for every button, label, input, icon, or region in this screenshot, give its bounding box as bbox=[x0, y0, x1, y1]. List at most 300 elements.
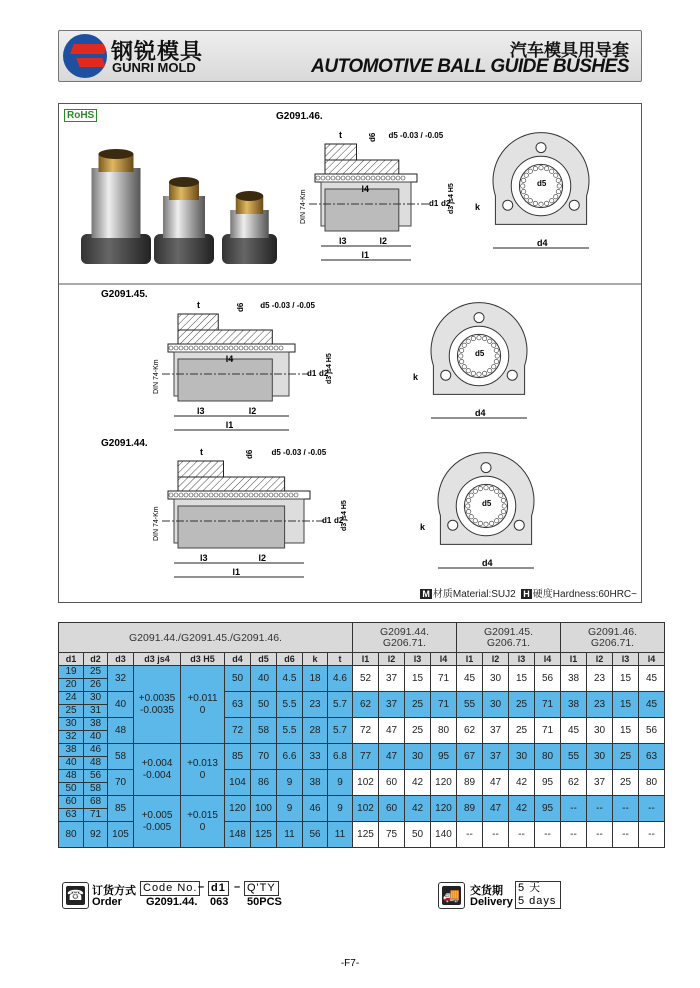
cell-l2: 47 bbox=[483, 796, 509, 822]
column-header: l3 bbox=[509, 653, 535, 666]
sleeve-section bbox=[178, 477, 285, 491]
page-title-en: AUTOMOTIVE BALL GUIDE BUSHES bbox=[311, 56, 629, 77]
cell-l2: 30 bbox=[587, 718, 613, 744]
cell-d1: 32 bbox=[59, 731, 84, 744]
column-header: k bbox=[303, 653, 328, 666]
photo-flange bbox=[154, 234, 214, 264]
cell-l4: 95 bbox=[431, 744, 457, 770]
cell-t: 5.7 bbox=[328, 692, 353, 718]
ball bbox=[396, 176, 400, 180]
ball bbox=[554, 195, 558, 199]
ball bbox=[466, 339, 470, 343]
cell-d4: 63 bbox=[225, 692, 251, 718]
cell-d4: 85 bbox=[225, 744, 251, 770]
cell-d1: 48 bbox=[59, 770, 84, 783]
ball bbox=[199, 493, 203, 497]
label-l4: l4 bbox=[225, 354, 234, 364]
cell-d5: 86 bbox=[251, 770, 277, 796]
label-d6: d6 bbox=[368, 132, 377, 142]
ball bbox=[494, 359, 498, 363]
ball bbox=[556, 189, 560, 193]
ball bbox=[482, 371, 486, 375]
cell-l2: 23 bbox=[587, 666, 613, 692]
delivery-cn: 5 天 bbox=[518, 882, 542, 894]
label-t: t bbox=[197, 300, 200, 310]
cell-d2: 46 bbox=[84, 744, 108, 757]
cell-d2: 31 bbox=[84, 705, 108, 718]
cell-k: 33 bbox=[303, 744, 328, 770]
cell-l3: 25 bbox=[509, 718, 535, 744]
ball bbox=[346, 176, 350, 180]
cell-d4: 104 bbox=[225, 770, 251, 796]
cell-d1: 60 bbox=[59, 796, 84, 809]
flange-section bbox=[178, 314, 218, 330]
label-d5: d5 -0.03 / -0.05 bbox=[271, 448, 327, 457]
ball bbox=[502, 504, 506, 508]
code-box: Code No. bbox=[140, 881, 200, 896]
ball bbox=[184, 346, 188, 350]
cell-d4: 50 bbox=[225, 666, 251, 692]
ball bbox=[521, 178, 525, 182]
cell-d2: 92 bbox=[84, 822, 108, 848]
label-d1: d1 bbox=[322, 516, 332, 525]
ball bbox=[478, 521, 482, 525]
ball bbox=[174, 346, 178, 350]
cell-d1: 80 bbox=[59, 822, 84, 848]
ball bbox=[466, 509, 470, 513]
cell-l3: -- bbox=[613, 796, 639, 822]
ball bbox=[321, 176, 325, 180]
ball bbox=[204, 493, 208, 497]
column-header: d2 bbox=[84, 653, 108, 666]
mounting-hole bbox=[514, 520, 524, 530]
ball bbox=[482, 336, 486, 340]
ball bbox=[557, 184, 561, 188]
ball bbox=[184, 493, 188, 497]
sleeve-body bbox=[178, 506, 285, 548]
cell-l1: 67 bbox=[457, 744, 483, 770]
cell-d6: 6.6 bbox=[277, 744, 303, 770]
ball bbox=[229, 493, 233, 497]
ball bbox=[214, 346, 218, 350]
ball bbox=[469, 493, 473, 497]
column-header: t bbox=[328, 653, 353, 666]
column-header: d6 bbox=[277, 653, 303, 666]
cell-l2: 37 bbox=[587, 770, 613, 796]
ball bbox=[473, 489, 477, 493]
ball bbox=[249, 493, 253, 497]
ball bbox=[533, 201, 537, 205]
label-d5: d5 bbox=[537, 179, 547, 188]
cell-l3: 25 bbox=[613, 770, 639, 796]
sleeve-section bbox=[178, 330, 272, 344]
ball bbox=[469, 515, 473, 519]
ball bbox=[284, 493, 288, 497]
hardness-text: 硬度Hardness:60HRC~ bbox=[532, 589, 637, 600]
page-title-cn: 汽车模具用导套 bbox=[510, 41, 629, 60]
cell-d4: 120 bbox=[225, 796, 251, 822]
rohs-badge: RoHS bbox=[64, 109, 97, 122]
drawing-code: G2091.45. bbox=[101, 289, 148, 300]
delivery-en: 5 days bbox=[518, 895, 557, 907]
ball bbox=[473, 519, 477, 523]
cell-d6: 4.5 bbox=[277, 666, 303, 692]
ball bbox=[524, 195, 528, 199]
label-l2: l2 bbox=[379, 236, 388, 246]
page-number: -F7- bbox=[340, 958, 360, 969]
photo-sleeve bbox=[92, 168, 141, 238]
ball bbox=[466, 504, 470, 508]
cell-t: 4.6 bbox=[328, 666, 353, 692]
label-d3: d3 js4 H5 bbox=[448, 183, 455, 214]
ball bbox=[524, 173, 528, 177]
cell-l3: 50 bbox=[405, 822, 431, 848]
ball bbox=[495, 489, 499, 493]
cell-l1: 102 bbox=[353, 796, 379, 822]
ball bbox=[499, 493, 503, 497]
table-row bbox=[59, 744, 665, 757]
ball bbox=[556, 178, 560, 182]
ball bbox=[477, 336, 481, 340]
group-header-right: G2091.45. G206.71. bbox=[457, 623, 561, 653]
cell-d6: 9 bbox=[277, 770, 303, 796]
ball bbox=[264, 493, 268, 497]
cell-d5: 125 bbox=[251, 822, 277, 848]
cell-d3: 70 bbox=[108, 770, 134, 796]
label-d4: d4 bbox=[482, 558, 493, 568]
material-text: 材质Material:SUJ2 bbox=[432, 589, 516, 600]
column-header: l2 bbox=[587, 653, 613, 666]
cell-l3: 42 bbox=[509, 770, 535, 796]
photo-flange bbox=[222, 234, 277, 264]
label-d3: d3 js4 H5 bbox=[341, 500, 348, 531]
ball bbox=[174, 493, 178, 497]
mounting-hole bbox=[448, 520, 458, 530]
column-header: l3 bbox=[613, 653, 639, 666]
cell-l4: 140 bbox=[431, 822, 457, 848]
cell-d2: 26 bbox=[84, 679, 108, 692]
photo-bore bbox=[99, 149, 134, 159]
cell-l4: 80 bbox=[535, 744, 561, 770]
label-k: k bbox=[413, 372, 419, 382]
cell-l4: 56 bbox=[639, 718, 665, 744]
cell-d2: 58 bbox=[84, 783, 108, 796]
ball bbox=[550, 199, 554, 203]
cell-d3-js4: +0.005 -0.005 bbox=[134, 796, 181, 848]
cell-l1: 52 bbox=[353, 666, 379, 692]
cell-l4: 45 bbox=[639, 692, 665, 718]
column-header: d1 bbox=[59, 653, 84, 666]
cell-d1: 40 bbox=[59, 757, 84, 770]
ball bbox=[521, 189, 525, 193]
ball bbox=[224, 493, 228, 497]
ball bbox=[471, 371, 475, 375]
cell-l3: 30 bbox=[509, 744, 535, 770]
cell-d1: 63 bbox=[59, 809, 84, 822]
ball bbox=[239, 493, 243, 497]
cell-l3: 42 bbox=[509, 796, 535, 822]
code-value: G2091.44. bbox=[146, 896, 198, 908]
dash: – bbox=[198, 881, 205, 893]
column-header: l1 bbox=[457, 653, 483, 666]
cell-d2: 68 bbox=[84, 796, 108, 809]
technical-drawings bbox=[59, 104, 641, 602]
ball bbox=[199, 346, 203, 350]
ball bbox=[492, 343, 496, 347]
cell-l2: 37 bbox=[379, 666, 405, 692]
d1-box: d1 bbox=[208, 881, 229, 896]
ball bbox=[459, 354, 463, 358]
truck-icon: 🚚 bbox=[438, 882, 465, 909]
label-t: t bbox=[339, 130, 342, 140]
cell-l1: 102 bbox=[353, 770, 379, 796]
ball bbox=[326, 176, 330, 180]
cell-l2: -- bbox=[587, 822, 613, 848]
label-d5: d5 -0.03 / -0.05 bbox=[260, 301, 315, 310]
cell-l1: 45 bbox=[457, 666, 483, 692]
cell-d5: 58 bbox=[251, 718, 277, 744]
ball bbox=[189, 346, 193, 350]
cell-l4: 120 bbox=[431, 796, 457, 822]
cell-d2: 25 bbox=[84, 666, 108, 679]
ball bbox=[501, 509, 505, 513]
cell-l3: 25 bbox=[405, 692, 431, 718]
ball bbox=[488, 339, 492, 343]
ball bbox=[477, 372, 481, 376]
table-row bbox=[59, 796, 665, 809]
cell-d6: 9 bbox=[277, 796, 303, 822]
cell-d1: 50 bbox=[59, 783, 84, 796]
cell-l4: 63 bbox=[639, 744, 665, 770]
ball bbox=[539, 202, 543, 206]
ball bbox=[492, 365, 496, 369]
mounting-hole bbox=[507, 370, 517, 380]
ball bbox=[224, 346, 228, 350]
cell-l2: 37 bbox=[483, 744, 509, 770]
ball bbox=[489, 486, 493, 490]
cell-l2: 30 bbox=[483, 692, 509, 718]
ball bbox=[539, 166, 543, 170]
cell-l4: 45 bbox=[639, 666, 665, 692]
sleeve-body bbox=[325, 189, 399, 231]
cell-k: 46 bbox=[303, 796, 328, 822]
photo-bore bbox=[169, 177, 199, 187]
cell-d3-h5: +0.013 0 bbox=[181, 744, 225, 796]
column-header: l1 bbox=[353, 653, 379, 666]
ball bbox=[478, 486, 482, 490]
flange-section bbox=[325, 144, 357, 160]
ball bbox=[376, 176, 380, 180]
cell-d2: 48 bbox=[84, 757, 108, 770]
ball bbox=[244, 346, 248, 350]
label-d5: d5 bbox=[482, 499, 492, 508]
ball bbox=[462, 365, 466, 369]
ball bbox=[279, 346, 283, 350]
mounting-hole bbox=[474, 313, 484, 323]
ball bbox=[466, 498, 470, 502]
ball bbox=[501, 498, 505, 502]
column-header: l2 bbox=[379, 653, 405, 666]
ball bbox=[533, 166, 537, 170]
cell-l4: 71 bbox=[431, 666, 457, 692]
label-l1: l1 bbox=[232, 567, 241, 577]
ball bbox=[459, 359, 463, 363]
brand-name-cn: 钢锐模具 bbox=[111, 39, 204, 64]
mounting-hole bbox=[536, 143, 546, 153]
mounting-hole bbox=[569, 200, 579, 210]
spec-table bbox=[58, 622, 665, 848]
ball bbox=[179, 493, 183, 497]
ball bbox=[234, 493, 238, 497]
label-l4: l4 bbox=[361, 184, 370, 194]
cell-d3: 32 bbox=[108, 666, 134, 692]
ball bbox=[244, 493, 248, 497]
cell-l3: 15 bbox=[509, 666, 535, 692]
group-header-right: G2091.46. G206.71. bbox=[561, 623, 665, 653]
ball bbox=[499, 515, 503, 519]
column-header: l4 bbox=[535, 653, 561, 666]
table-row bbox=[59, 666, 665, 679]
label-din: DIN 74-Km bbox=[153, 359, 160, 394]
cell-l1: 89 bbox=[457, 796, 483, 822]
ball bbox=[179, 346, 183, 350]
ball bbox=[331, 176, 335, 180]
photo-flange bbox=[81, 234, 151, 264]
cell-d1: 38 bbox=[59, 744, 84, 757]
cell-l3: -- bbox=[509, 822, 535, 848]
label-d5: d5 bbox=[475, 349, 485, 358]
cell-t: 11 bbox=[328, 822, 353, 848]
ball bbox=[550, 169, 554, 173]
cell-l1: 62 bbox=[457, 718, 483, 744]
cell-l3: 42 bbox=[405, 770, 431, 796]
cell-l2: -- bbox=[483, 822, 509, 848]
cell-l3: 25 bbox=[613, 744, 639, 770]
cell-l4: 95 bbox=[535, 770, 561, 796]
cell-l3: -- bbox=[613, 822, 639, 848]
order-label-en: Order bbox=[92, 896, 122, 908]
ball bbox=[294, 493, 298, 497]
photo-sleeve bbox=[230, 210, 269, 238]
cell-l1: -- bbox=[457, 822, 483, 848]
cell-l1: 89 bbox=[457, 770, 483, 796]
cell-d3-js4: +0.004 -0.004 bbox=[134, 744, 181, 796]
ball bbox=[274, 346, 278, 350]
d1-value: 063 bbox=[210, 896, 229, 908]
ball bbox=[194, 346, 198, 350]
cell-l4: -- bbox=[535, 822, 561, 848]
cell-d5: 100 bbox=[251, 796, 277, 822]
cell-d3-js4: +0.0035 -0.0035 bbox=[134, 666, 181, 744]
column-header: d4 bbox=[225, 653, 251, 666]
label-k: k bbox=[475, 202, 481, 212]
cell-l2: 60 bbox=[379, 796, 405, 822]
delivery-box bbox=[515, 881, 561, 909]
ball bbox=[471, 336, 475, 340]
cell-d1: 24 bbox=[59, 692, 84, 705]
ball bbox=[462, 343, 466, 347]
ball bbox=[495, 519, 499, 523]
ball bbox=[259, 346, 263, 350]
label-l1: l1 bbox=[361, 250, 370, 260]
drawing-code: G2091.46. bbox=[276, 111, 323, 122]
label-din: DIN 74-Km bbox=[300, 189, 307, 224]
ball bbox=[361, 176, 365, 180]
ball bbox=[495, 354, 499, 358]
cell-t: 9 bbox=[328, 770, 353, 796]
dash: – bbox=[234, 881, 241, 893]
label-l2: l2 bbox=[258, 553, 267, 563]
label-d3: d3 js4 H5 bbox=[326, 353, 333, 384]
ball bbox=[484, 522, 488, 526]
cell-d5: 50 bbox=[251, 692, 277, 718]
cell-d2: 56 bbox=[84, 770, 108, 783]
mounting-hole bbox=[441, 370, 451, 380]
label-l1: l1 bbox=[225, 420, 234, 430]
column-header: l2 bbox=[483, 653, 509, 666]
ball bbox=[269, 346, 273, 350]
label-d6: d6 bbox=[236, 302, 245, 312]
ball bbox=[336, 176, 340, 180]
ball bbox=[259, 493, 263, 497]
group-header-left: G2091.44./G2091.45./G2091.46. bbox=[59, 623, 353, 653]
ball bbox=[249, 346, 253, 350]
column-header: d3 H5 bbox=[181, 653, 225, 666]
cell-k: 38 bbox=[303, 770, 328, 796]
cell-d2: 71 bbox=[84, 809, 108, 822]
cell-k: 28 bbox=[303, 718, 328, 744]
ball bbox=[391, 176, 395, 180]
ball bbox=[554, 173, 558, 177]
ball bbox=[381, 176, 385, 180]
cell-l1: 45 bbox=[561, 718, 587, 744]
cell-l4: 56 bbox=[535, 666, 561, 692]
ball bbox=[356, 176, 360, 180]
sleeve-section bbox=[325, 160, 399, 174]
cell-l2: 23 bbox=[587, 692, 613, 718]
ball bbox=[351, 176, 355, 180]
ball bbox=[204, 346, 208, 350]
cell-d2: 30 bbox=[84, 692, 108, 705]
cell-k: 18 bbox=[303, 666, 328, 692]
ball bbox=[521, 184, 525, 188]
ball bbox=[239, 346, 243, 350]
cell-l4: 71 bbox=[535, 692, 561, 718]
cell-d2: 38 bbox=[84, 718, 108, 731]
cell-t: 6.8 bbox=[328, 744, 353, 770]
brand-name-en: GUNRI MOLD bbox=[112, 60, 196, 75]
ball bbox=[488, 369, 492, 373]
ball bbox=[209, 346, 213, 350]
photo-bore bbox=[236, 191, 264, 201]
mounting-hole bbox=[481, 463, 491, 473]
cell-l1: 62 bbox=[353, 692, 379, 718]
order-label-cn: 订货方式 bbox=[92, 885, 136, 897]
cell-l3: 15 bbox=[613, 692, 639, 718]
cell-l3: 42 bbox=[405, 796, 431, 822]
label-din: DIN 74-Km bbox=[153, 506, 160, 541]
cell-l4: 80 bbox=[639, 770, 665, 796]
ball bbox=[209, 493, 213, 497]
cell-l4: -- bbox=[639, 796, 665, 822]
cell-l2: 60 bbox=[379, 770, 405, 796]
ball bbox=[544, 201, 548, 205]
cell-l2: 47 bbox=[379, 744, 405, 770]
cell-l3: 15 bbox=[613, 666, 639, 692]
cell-d6: 5.5 bbox=[277, 692, 303, 718]
ball bbox=[544, 166, 548, 170]
label-d2: d2 bbox=[441, 199, 451, 208]
